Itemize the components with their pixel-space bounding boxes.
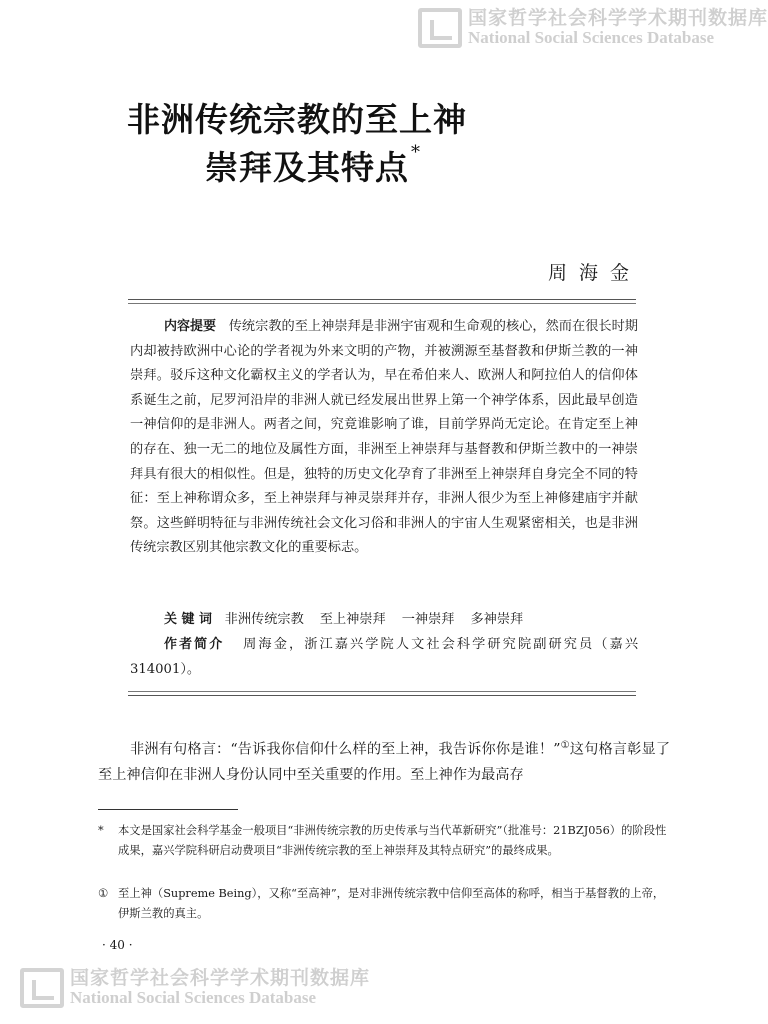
footnote-mark: * [98, 824, 104, 837]
article-title-line1: 非洲传统宗教的至上神 [127, 100, 467, 139]
abstract-label: 内容提要 [164, 319, 217, 334]
keywords-label: 关 键 词 [164, 612, 213, 627]
keyword-item: 多神崇拜 [470, 612, 524, 627]
footnote-star [98, 821, 670, 860]
body-text-part1: 非洲有句格言：“告诉我你信仰什么样的至上神，我告诉你你是谁！” [130, 741, 561, 758]
keywords [130, 608, 638, 633]
watermark-name-en: National Social Sciences Database [468, 28, 715, 48]
keyword-item: 非洲传统宗教 [224, 612, 304, 627]
watermark-name-cn: 国家哲学社会科学学术期刊数据库 [468, 7, 768, 30]
article-title-line2-text: 崇拜及其特点 [205, 148, 409, 187]
footnote-text: 本文是国家社会科学基金一般项目“非洲传统宗教的历史传承与当代革新研究”（批准号：21BZJ056）的阶段性成果，嘉兴学院科研启动费项目“非洲传统宗教的至上神崇拜及其特点研究”的最终成果。 [118, 824, 667, 857]
footnote-mark: ① [98, 887, 109, 900]
abstract-bottom-rule [128, 695, 636, 696]
keyword-item: 至上神崇拜 [319, 612, 386, 627]
footnote-1 [98, 884, 670, 923]
page-number: · 40 · [102, 938, 133, 952]
keyword-item: 一神崇拜 [401, 612, 455, 627]
database-logo-icon [418, 8, 462, 48]
author-info-text: 周海金，浙江嘉兴学院人文社会科学研究院副研究员（嘉兴 314001）。 [130, 637, 652, 677]
abstract-top-rule [128, 299, 636, 300]
watermark-name-cn: 国家哲学社会科学学术期刊数据库 [70, 967, 371, 990]
author-info [130, 633, 652, 682]
watermark-bottom [20, 968, 370, 1008]
footnote-separator [98, 809, 238, 810]
watermark-top [418, 8, 768, 48]
database-logo-icon [20, 968, 64, 1008]
body-text-part2: 这句格言彰显了至上神信仰在非洲人身份认同中至关重要的作用。至上神作为最高存 [98, 741, 671, 783]
author-info-label: 作者简介 [164, 637, 225, 652]
footnote-text: 至上神（Supreme Being），又称“至高神”，是对非洲传统宗教中信仰至高体的称呼，相当于基督教的上帝，伊斯兰教的真主。 [118, 887, 665, 920]
abstract [130, 315, 638, 561]
title-footnote-marker: * [411, 142, 421, 163]
abstract-top-rule-thin [128, 303, 636, 304]
body-paragraph [98, 733, 670, 788]
watermark-name-en: National Social Sciences Database [70, 988, 317, 1008]
article-title-line2 [205, 142, 421, 189]
footnote-ref: ① [560, 740, 570, 751]
abstract-text: 传统宗教的至上神崇拜是非洲宇宙观和生命观的核心，然而在很长时期内却被持欧洲中心论的学者视为外来文明的产物，并被溯源至基督教和伊斯兰教的一神崇拜。驳斥这种文化霸权主义的学者认为，早在希伯来人、欧洲人和阿拉伯人的信仰体系诞生之前，尼罗河沿岸的非洲人就已经发展出世界上第一个神学体系，因此最早创造一神信仰的是非洲人。两者之间，究竟谁影响了谁，目前学界尚无定论。在肯定至上神的存在、独一无二的地位及属性方面，非洲至上神崇拜与基督教和伊斯兰教中的一神崇拜具有很大的相似性。但是，独特的历史文化孕育了非洲至上神崇拜自身完全不同的特征：至上神称谓众多，至上神崇拜与神灵崇拜并存，非洲人很少为至上神修建庙宇并献祭。这些鲜明特征与非洲传统社会文化习俗和非洲人的宇宙人生观紧密相关，也是非洲传统宗教区别其他宗教文化的重要标志。 [130, 319, 638, 556]
author-name: 周海金 [548, 262, 642, 284]
abstract-bottom-rule-thin [128, 691, 636, 692]
